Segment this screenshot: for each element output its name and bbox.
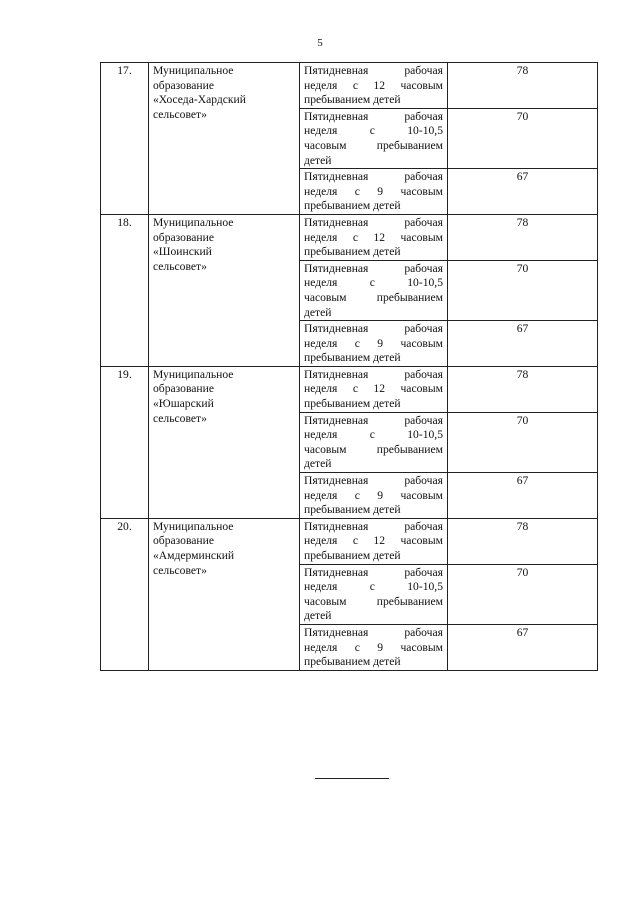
work-mode-line: пребыванием детей	[304, 397, 401, 411]
work-mode-line: неделя с 9 часовым	[304, 488, 443, 502]
cost-value-cell: 67	[448, 321, 598, 367]
work-mode-line: пребыванием детей	[304, 549, 401, 562]
work-mode-line: пребыванием детей	[304, 245, 401, 259]
work-mode-line: Пятидневная рабочая	[304, 367, 443, 381]
municipality-name-cell	[149, 214, 300, 366]
cost-value-cell: 67	[448, 624, 598, 670]
work-mode-line: неделя с 10-10,5	[304, 580, 443, 594]
work-mode-line: неделя с 12 часовым	[304, 382, 443, 396]
municipality-name-line: «Шоинский	[153, 245, 212, 259]
work-mode-line: неделя с 12 часовым	[304, 534, 443, 548]
cost-value-cell: 70	[448, 564, 598, 624]
row-number-cell: 17.	[101, 63, 149, 215]
work-mode-line: неделя с 9 часовым	[304, 336, 443, 350]
work-mode-cell	[300, 260, 448, 320]
table-body	[101, 63, 598, 671]
kindergarten-cost-table	[100, 62, 598, 671]
work-mode-cell	[300, 321, 448, 367]
work-mode-line: Пятидневная рабочая	[304, 565, 443, 579]
work-mode-cell	[300, 214, 448, 260]
row-number-cell: 18.	[101, 214, 149, 366]
work-mode-line: неделя с 12 часовым	[304, 230, 443, 244]
work-mode-line: неделя с 10-10,5	[304, 124, 443, 138]
work-mode-line: Пятидневная рабочая	[304, 170, 443, 184]
work-mode-line: неделя с 9 часовым	[304, 184, 443, 198]
work-mode-line: детей	[304, 609, 332, 623]
row-number-cell: 20.	[101, 518, 149, 670]
municipality-name-line: сельсовет»	[153, 107, 207, 121]
municipality-name-line: образование	[153, 382, 214, 396]
cost-value-cell: 67	[448, 473, 598, 519]
page-number: 5	[317, 37, 323, 49]
work-mode-line: неделя с 12 часовым	[304, 78, 443, 92]
municipality-name-cell	[149, 63, 300, 215]
work-mode-line: Пятидневная рабочая	[304, 261, 443, 275]
work-mode-line: Пятидневная рабочая	[304, 109, 443, 123]
table-row	[101, 63, 598, 109]
work-mode-cell	[300, 624, 448, 670]
municipality-name-line: образование	[153, 230, 214, 244]
work-mode-line: пребыванием детей	[304, 199, 401, 213]
municipality-name-line: Муниципальное	[153, 519, 234, 533]
municipality-name-line: образование	[153, 78, 214, 92]
municipality-name-cell	[149, 518, 300, 670]
work-mode-line: Пятидневная рабочая	[304, 322, 443, 336]
work-mode-cell	[300, 108, 448, 168]
footnote-rule	[315, 778, 389, 779]
work-mode-line: детей	[304, 457, 332, 471]
work-mode-line: Пятидневная рабочая	[304, 519, 443, 533]
work-mode-cell	[300, 63, 448, 109]
work-mode-line: часовым пребыванием	[304, 290, 443, 304]
municipality-name-cell	[149, 366, 300, 518]
work-mode-line: неделя с 10-10,5	[304, 276, 443, 290]
work-mode-line: пребыванием детей	[304, 655, 401, 669]
cost-value-cell: 70	[448, 108, 598, 168]
work-mode-line: Пятидневная рабочая	[304, 413, 443, 427]
work-mode-line: часовым пребыванием	[304, 138, 443, 152]
cost-value-cell: 78	[448, 366, 598, 412]
municipality-name-line: сельсовет»	[153, 259, 207, 273]
work-mode-cell	[300, 564, 448, 624]
municipality-name-line: «Юшарский	[153, 397, 214, 411]
municipality-name-line: сельсовет»	[153, 563, 207, 577]
work-mode-line: Пятидневная рабочая	[304, 625, 443, 639]
work-mode-cell	[300, 412, 448, 472]
work-mode-line: Пятидневная рабочая	[304, 64, 443, 77]
work-mode-line: часовым пребыванием	[304, 442, 443, 456]
work-mode-line: пребыванием детей	[304, 503, 401, 517]
table-row	[101, 214, 598, 260]
municipality-name-line: «Амдерминский	[153, 549, 235, 562]
work-mode-line: Пятидневная рабочая	[304, 215, 443, 229]
cost-value-cell: 78	[448, 518, 598, 564]
cost-value-cell: 78	[448, 63, 598, 109]
work-mode-line: детей	[304, 153, 332, 167]
work-mode-cell	[300, 366, 448, 412]
work-mode-line: Пятидневная рабочая	[304, 474, 443, 488]
work-mode-cell	[300, 169, 448, 215]
cost-value-cell: 67	[448, 169, 598, 215]
municipality-name-line: Муниципальное	[153, 64, 234, 77]
municipality-name-line: образование	[153, 534, 214, 548]
work-mode-line: пребыванием детей	[304, 351, 401, 365]
municipality-name-line: сельсовет»	[153, 411, 207, 425]
work-mode-cell	[300, 473, 448, 519]
cost-value-cell: 78	[448, 214, 598, 260]
row-number-cell: 19.	[101, 366, 149, 518]
cost-value-cell: 70	[448, 412, 598, 472]
municipality-name-line: Муниципальное	[153, 215, 234, 229]
work-mode-line: неделя с 9 часовым	[304, 640, 443, 654]
cost-value-cell: 70	[448, 260, 598, 320]
work-mode-line: неделя с 10-10,5	[304, 428, 443, 442]
work-mode-line: детей	[304, 305, 332, 319]
work-mode-line: часовым пребыванием	[304, 594, 443, 608]
work-mode-line: пребыванием детей	[304, 93, 401, 107]
municipality-name-line: Муниципальное	[153, 367, 234, 381]
table-row	[101, 518, 598, 564]
table-row	[101, 366, 598, 412]
municipality-name-line: «Хоседа-Хардский	[153, 93, 246, 107]
work-mode-cell	[300, 518, 448, 564]
